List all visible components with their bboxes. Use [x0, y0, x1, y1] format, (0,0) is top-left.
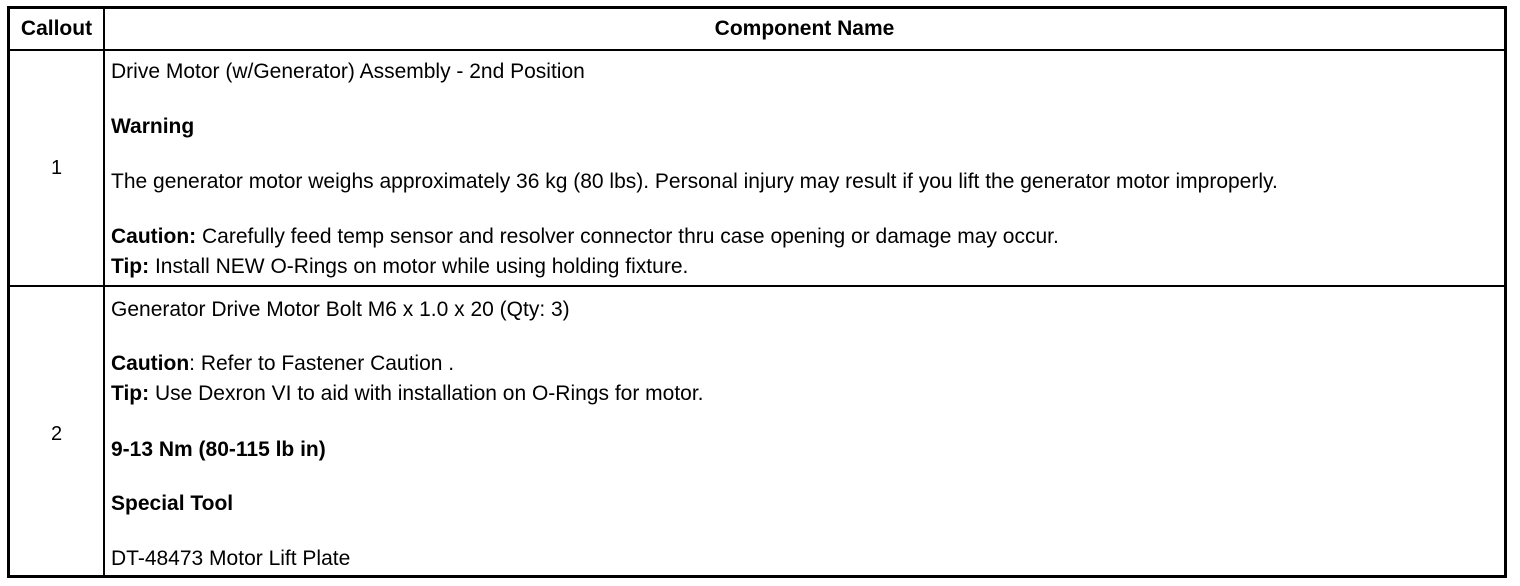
- special-tool-heading: Special Tool: [111, 492, 234, 515]
- torque-spec: 9-13 Nm (80-115 lb in): [111, 438, 326, 461]
- tip-note-1: [111, 252, 688, 282]
- component-name-header: Component Name: [714, 17, 895, 40]
- warning-text: The generator motor weighs approximately 36 kg (80 lbs). Personal injury may result if you lift the generator motor improperly.: [111, 170, 1278, 193]
- tip-text: Install NEW O-Rings on motor while using holding fixture.: [149, 255, 689, 278]
- component-name-2: Generator Drive Motor Bolt M6 x 1.0 x 20 (Qty: 3): [111, 298, 570, 321]
- caution-text: Carefully feed temp sensor and resolver connector thru case opening or damage may occur.: [196, 225, 1059, 248]
- column-divider: [103, 9, 105, 575]
- caution-label: Caution:: [111, 225, 197, 248]
- caution-note-1: [111, 222, 1059, 252]
- tip-note-2: [111, 379, 704, 409]
- header-divider: [10, 49, 1504, 51]
- caution-note-2: [111, 349, 454, 379]
- tip-text: Use Dexron VI to aid with installation on O-Rings for motor.: [149, 382, 704, 405]
- component-table: [7, 6, 1507, 578]
- caution-text: : Refer to Fastener Caution .: [189, 352, 455, 375]
- row-divider: [10, 285, 1504, 287]
- tip-label: Tip:: [111, 255, 150, 278]
- special-tool-name: DT-48473 Motor Lift Plate: [111, 547, 351, 570]
- warning-heading: Warning: [111, 115, 195, 138]
- tip-label: Tip:: [111, 382, 150, 405]
- caution-label: Caution: [111, 352, 190, 375]
- callout-header: Callout: [20, 17, 93, 40]
- component-name-1: Drive Motor (w/Generator) Assembly - 2nd Position: [111, 60, 585, 83]
- callout-number-1: 1: [50, 157, 63, 179]
- callout-number-2: 2: [50, 423, 63, 445]
